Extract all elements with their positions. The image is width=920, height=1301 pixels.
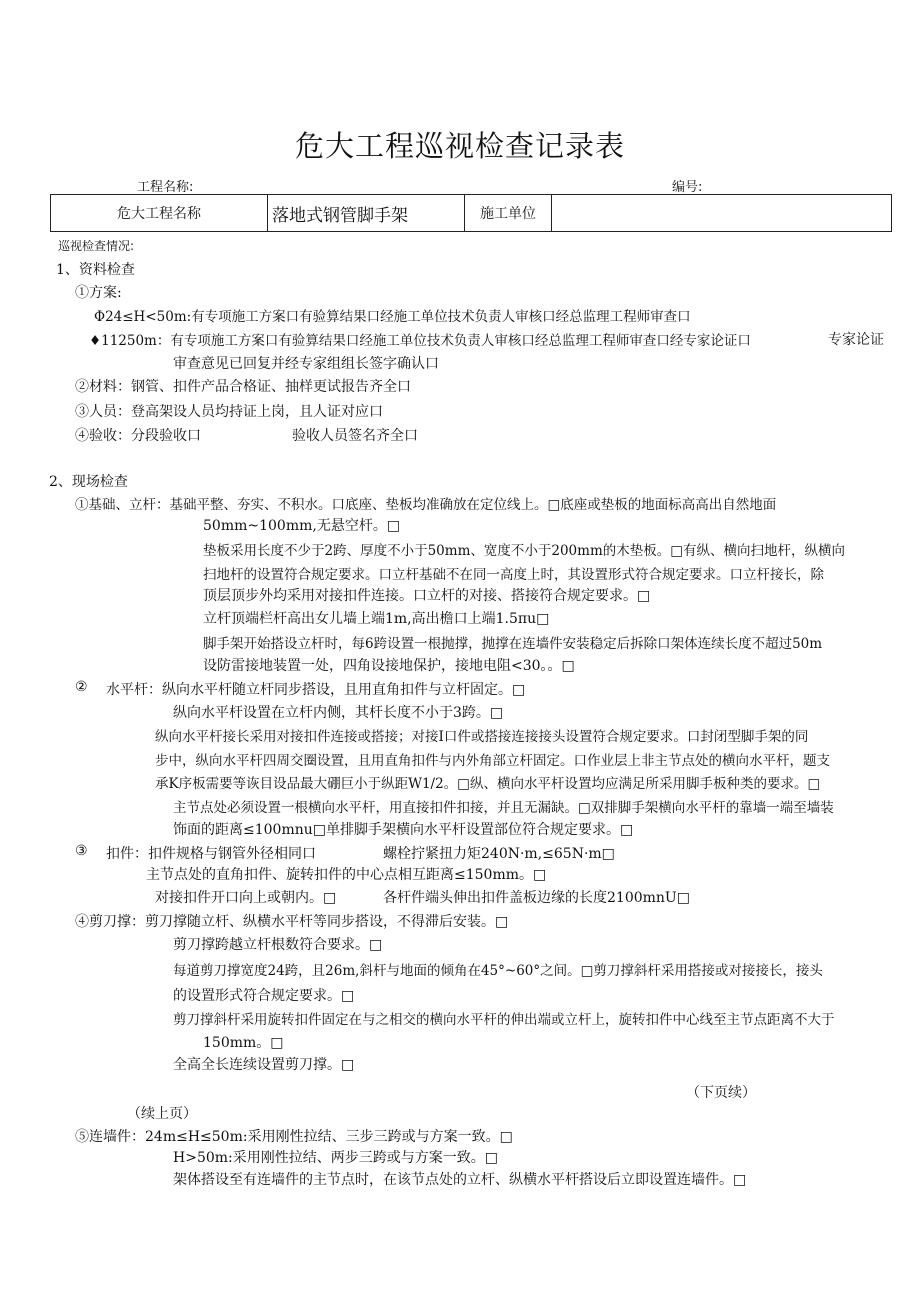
text-line: ④验收：分段验收口 <box>75 428 201 444</box>
text-line: 扣件：扣件规格与钢管外径相同口 <box>106 846 316 862</box>
section-heading: 2、现场检查 <box>49 474 128 490</box>
item-marker: ② <box>75 679 88 695</box>
continued-next-page: （下页续） <box>686 1085 756 1101</box>
page-title: 危大工程巡视检查记录表 <box>294 129 625 163</box>
section-heading: 1、资料检查 <box>56 262 135 278</box>
project-type-label: 危大工程名称 <box>51 195 268 232</box>
construction-unit-label: 施工单位 <box>465 195 552 232</box>
text-line: ⑤连墙件：24m≤H≤50m:采用刚性拉结、三步三跨或与方案一致。□ <box>75 1129 513 1145</box>
text-line: 主节点处必须设置一根横向水平杆，用直接扣件扣接，并且无漏缺。□双排脚手架横向水平杆的靠墙一端至墙装 <box>173 800 834 816</box>
text-line: 审查意见已回复并经专家组组长签字确认口 <box>173 356 439 372</box>
text-line: 步中，纵向水平杆四周交圈设置，且用直角扣件与内外角部立杆固定。口作业层上非主节点处的横向水平杆，题支 <box>155 753 830 769</box>
text-line: 主节点处的直角扣件、旋转扣件的中心点相互距离≤150mm。□ <box>146 867 547 883</box>
text-line: 饰面的距离≤100mnu□单排脚手架横向水平杆设置部位符合规定要求。□ <box>173 822 634 838</box>
text-line: 纵向水平杆接长采用对接扣件连接或搭接；对接Ⅰ口件或搭接连接接头设置符合规定要求。口封闭型脚手架的同 <box>155 729 809 745</box>
text-line: 立杆顶端栏杆高出女儿墙上端1m,高出檐口上端1.5πu□ <box>203 611 550 627</box>
sub-heading: ①方案: <box>75 285 122 301</box>
text-line: 架体搭设至有连墙件的主节点时，在该节点处的立杆、纵横水平杆搭设后立即设置连墙件。□ <box>173 1172 747 1188</box>
text-line: 设防雷接地装置一处，四角设接地保护，接地电阻<30。。□ <box>203 658 575 674</box>
text-line: H>50m:采用刚性拉结、两步三跨或与方案一致。□ <box>173 1150 498 1166</box>
number-label: 编号: <box>672 180 703 195</box>
text-line: 顶层顶步外均采用对接扣件连接。口立杆的对接、搭接符合规定要求。□ <box>203 588 651 604</box>
text-line: 承K序板需要等诙目设品最大硼巨小于纵距W1/2。□纵、横向水平杆设置均应满足所采用脚手板种类的要求。□ <box>155 776 821 792</box>
text-line: ♦11250m：有专项施工方案口有验算结果口经施工单位技术负责人审核口经总监理工程师审查口经专家论证口 <box>89 333 751 349</box>
text-line: 剪刀撑跨越立杆根数符合要求。□ <box>173 937 383 953</box>
text-line: 垫板采用长度不少于2跨、厚度不小于50mm、宽度不小于200mm的木垫板。□有纵、横向扫地杆，纵横向 <box>203 543 845 559</box>
text-line: 各杆件端头伸出扣件盖板边缘的长度2100mnU□ <box>383 890 690 906</box>
text-line: ①基础、立杆：基础平整、夯实、不积水。口底座、垫板均准确放在定位线上。□底座或垫板的地面标高高出自然地面 <box>75 497 777 513</box>
text-line: 验收人员签名齐全口 <box>292 428 418 444</box>
text-line: 的设置形式符合规定要求。□ <box>173 988 355 1004</box>
continued-from-previous: （续上页） <box>127 1106 197 1122</box>
text-line: 纵向水平杆设置在立杆内侧，其杆长度不小于3跨。□ <box>173 705 504 721</box>
project-type-value: 落地式钢管脚手架 <box>268 195 465 232</box>
text-line: 全高全长连续设置剪刀撑。□ <box>173 1057 355 1073</box>
text-line: 专家论证 <box>828 332 884 348</box>
text-line: Φ24≤H<50m:有专项施工方案口有验算结果口经施工单位技术负责人审核口经总监理工程师审查口 <box>94 309 691 325</box>
project-name-label: 工程名称: <box>137 180 194 195</box>
text-line: 扫地杆的设置符合规定要求。口立杆基础不在同一高度上时，其设置形式符合规定要求。口立杆接长，除 <box>203 567 824 583</box>
construction-unit-value <box>552 195 892 232</box>
inspection-label: 巡视检查情况: <box>58 239 135 253</box>
text-line: 剪刀撑斜杆采用旋转扣件固定在与之相交的横向水平杆的伸出端或立杆上，旋转扣件中心线至主节点距离不大于 <box>173 1012 835 1028</box>
text-line: ③人员：登高架设人员均持证上岗，且人证对应口 <box>75 404 383 420</box>
text-line: ②材料：钢管、扣件产品合格证、抽样更试报告齐全口 <box>75 379 411 395</box>
text-line: 水平杆：纵向水平杆随立杆同步搭设，且用直角扣件与立杆固定。□ <box>106 682 526 698</box>
text-line: 对接扣件开口向上或朝内。□ <box>155 890 337 906</box>
text-line: 50mm~100mm,无悬空杆。□ <box>203 518 401 534</box>
text-line: 每道剪刀撑宽度24跨，且26m,斜杆与地面的倾角在45°~60°之间。□剪刀撑斜杆采用搭接或对接接长，接头 <box>173 963 823 979</box>
text-line: 脚手架开始搭设立杆时，每6跨设置一根抛撑，抛撑在连墙件安装稳定后拆除口架体连续长度不超过50m <box>203 636 823 652</box>
item-marker: ③ <box>75 843 88 859</box>
text-line: 螺栓拧紧扭力矩240N·m,≤65N·m□ <box>383 846 615 862</box>
text-line: 150mm。□ <box>203 1035 284 1051</box>
text-line: ④剪刀撑：剪刀撑随立杆、纵横水平杆等同步搭设，不得滞后安装。□ <box>75 914 509 930</box>
header-table <box>50 194 892 232</box>
